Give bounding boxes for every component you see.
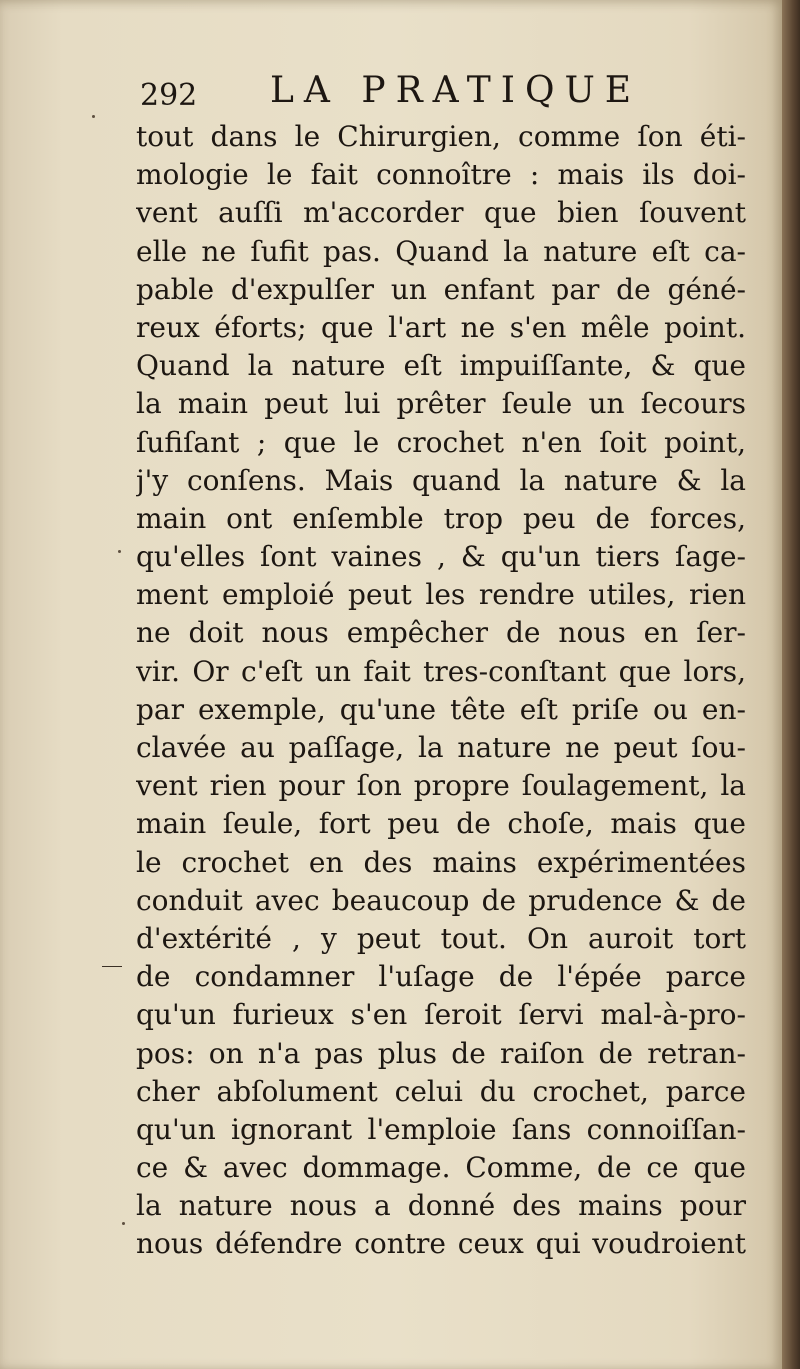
text-line: main ſeule, fort peu de choſe, mais que [136,807,746,841]
text-line: j'y conſens. Mais quand la nature & la [136,463,746,497]
book-edge [782,0,800,1369]
text-line: ne doit nous empêcher de nous en ſer- [136,616,746,650]
text-line: la main peut lui prêter ſeule un ſecours [136,387,746,421]
text-line: pos: on n'a pas plus de raiſon de retran- [136,1036,746,1070]
text-line: ſufiſant ; que le crochet n'en ſoit point, [136,425,746,459]
text-line: nous défendre contre ceux qui voudroient [136,1227,746,1261]
text-line: qu'un furieux s'en ſeroit ſervi mal-à-pro- [136,998,746,1032]
text-line: clavée au paſſage, la nature ne peut ſou- [136,731,746,764]
body-text [136,118,746,1264]
text-line: vent auſſi m'accorder que bien ſouvent [136,196,746,230]
text-line: ment emploié peut les rendre utiles, rien [136,578,746,612]
text-line: tout dans le Chirurgien, comme ſon éti- [136,120,746,153]
page-number: 292 [140,78,198,113]
text-line: pable d'expulſer un enfant par de géné- [136,272,746,306]
text-line: qu'elles ſont vaines , & qu'un tiers ſage- [136,540,746,574]
text-line: qu'un ignorant l'emploie ſans connoiſſan- [136,1112,746,1146]
text-line: vir. Or c'eſt un fait tres-conſtant que lors, [136,654,746,688]
text-line: conduit avec beaucoup de prudence & de [136,883,746,917]
text-line: de condamner l'uſage de l'épée parce [136,960,746,994]
margin-mark [102,966,122,967]
text-line: Quand la nature eſt impuiſſante, & que [136,349,746,383]
text-line: ce & avec dommage. Comme, de ce que [136,1151,746,1185]
text-line: le crochet en des mains expérimentées [136,845,746,879]
margin-dot [122,1222,125,1225]
text-line: vent rien pour ſon propre ſoulagement, la [136,769,746,803]
text-line: par exemple, qu'une tête eſt priſe ou en- [136,692,746,726]
text-line: mologie le fait connoître : mais ils doi- [136,158,746,192]
running-head: LA PRATIQUE [270,70,642,111]
page-header [140,70,750,120]
text-line: elle ne ſufit pas. Quand la nature eſt ca- [136,234,746,268]
text-line: main ont enſemble trop peu de forces, [136,501,746,535]
text-line: la nature nous a donné des mains pour [136,1189,746,1223]
text-line: d'extérité , y peut tout. On auroit tort [136,921,746,955]
margin-dot [118,550,121,553]
text-line: reux éforts; que l'art ne s'en mêle point. [136,310,746,344]
text-line: cher abſolument celui du crochet, parce [136,1074,746,1108]
margin-dot [92,115,95,118]
